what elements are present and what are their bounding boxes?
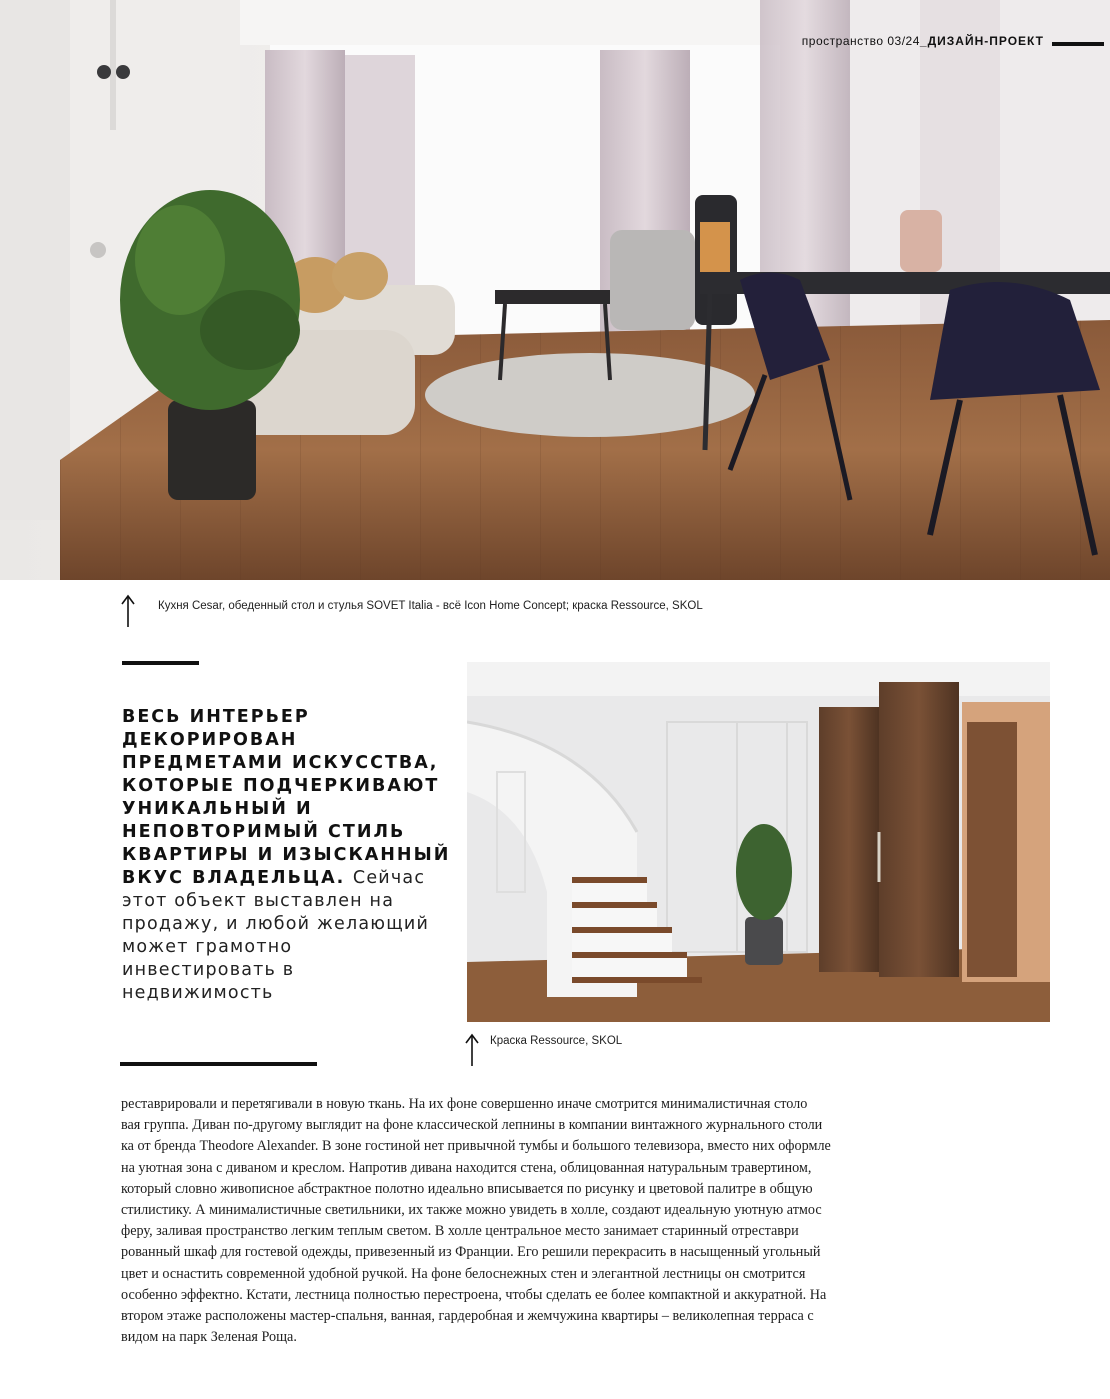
pull-quote-rule-bottom xyxy=(120,1062,317,1066)
running-head xyxy=(802,34,1044,48)
pull-quote-rule-top xyxy=(122,661,199,665)
body-line: ка от бренда Theodore Alexander. В зоне гостиной нет привычной тумбы и большого телевизора, вместо них оформле xyxy=(121,1138,831,1155)
living-room-photo xyxy=(0,0,1110,580)
staircase-photo xyxy=(467,662,1050,1022)
body-line: особенно эффектно. Кстати, лестница полностью перестроена, чтобы сделать ее более компактной и аккуратной. На xyxy=(121,1286,827,1303)
body-line: видом на парк Зеленая Роща. xyxy=(121,1329,297,1346)
body-line: который словно живописное абстрактное полотно идеально вписывается по рисунку и цветовой палитре в общую xyxy=(121,1180,813,1197)
body-line: реставрировали и перетягивали в новую ткань. На их фоне совершенно иначе смотрится минималистичная столо xyxy=(121,1096,808,1112)
pull-quote xyxy=(122,706,452,1005)
body-line: втором этаже расположены мастер-спальня, ванная, гардеробная и жемчужина квартиры – великолепная терраса с xyxy=(121,1308,814,1325)
pull-quote-regular: Сейчас этот объект выставлен на продажу, и любой желающий может грамотно инвестировать в недвижимость xyxy=(122,868,430,1003)
issue-number: 03/24 xyxy=(887,34,920,48)
photo-caption-stairs: Краска Ressource, SKOL xyxy=(490,1035,623,1047)
body-line: на уютная зона с диваном и креслом. Напротив дивана находится стена, облицованная натуральным травертином, xyxy=(121,1159,812,1176)
article-body xyxy=(121,1094,991,1348)
arrow-up-icon xyxy=(464,1033,480,1067)
section-title: _ДИЗАЙН-ПРОЕКТ xyxy=(919,34,1044,48)
body-line: феру, заливая пространство легким теплым светом. В холле центральное место занимает старинный отреставри xyxy=(121,1223,799,1240)
body-line: стилистику. А минималистичные светильники, их также можно увидеть в холле, создают идеальную уютную атмос xyxy=(121,1202,822,1219)
pull-quote-bold: ВЕСЬ ИНТЕРЬЕР ДЕКОРИРОВАН ПРЕДМЕТАМИ ИСКУССТВА, КОТОРЫЕ ПОДЧЕРКИВАЮТ УНИКАЛЬНЫЙ И НЕПОВТОРИМЫЙ СТИЛЬ КВАРТИРЫ И ИЗЫСКАННЫЙ ВКУС ВЛАДЕЛЬЦА. xyxy=(122,707,451,888)
header-rule xyxy=(1052,42,1104,46)
body-line: вая группа. Диван по-другому выглядит на фоне классической лепнины в компании винтажного журнального столи xyxy=(121,1117,823,1134)
arrow-up-icon xyxy=(120,594,136,628)
magazine-name: пространство xyxy=(801,34,884,48)
photo-caption-top: Кухня Cesar, обеденный стол и стулья SOVET Italia - всё Icon Home Concept; краска Ressource, SKOL xyxy=(158,600,703,612)
body-line: рованный шкаф для гостевой одежды, привезенный из Франции. Его решили перекрасить в насыщенный угольный xyxy=(121,1244,821,1261)
body-line: цвет и оснастить современной удобной ручкой. На фоне белоснежных стен и элегантной лестницы он смотрится xyxy=(121,1265,806,1282)
